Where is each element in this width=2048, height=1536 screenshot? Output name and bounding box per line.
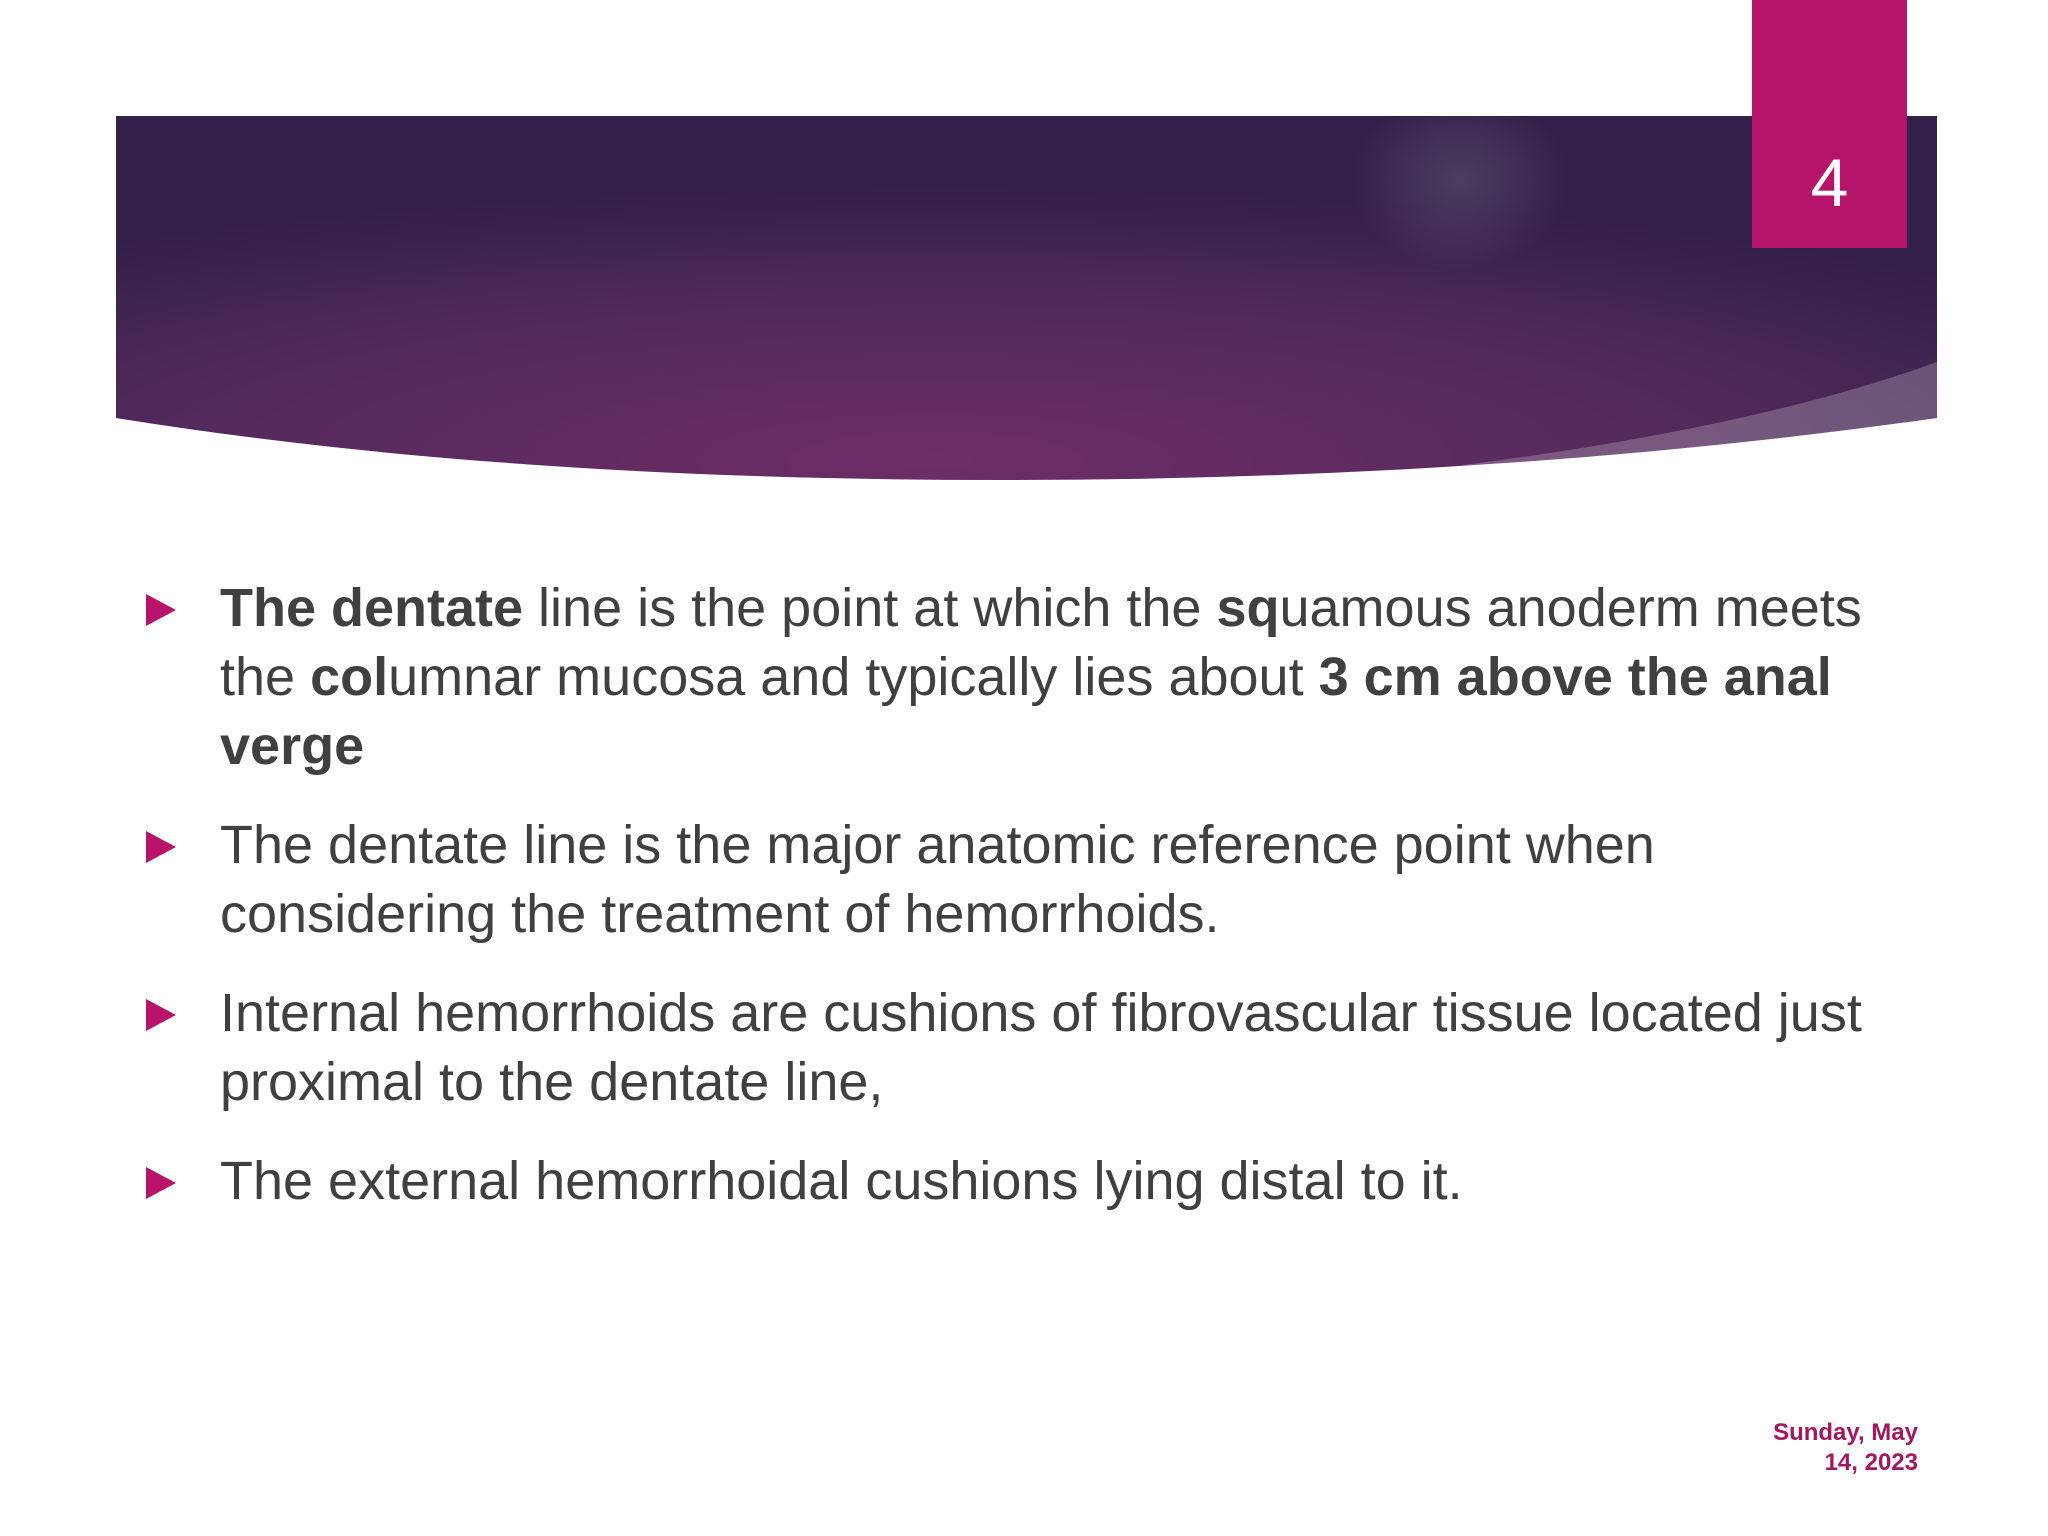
bullet-item (140, 811, 1900, 949)
triangle-right-icon (146, 831, 176, 863)
triangle-right-icon (146, 999, 176, 1031)
bullet-text (220, 815, 1655, 944)
bullet-item (140, 979, 1900, 1117)
text-run: The dentate line is the major anatomic reference point when considering the treatment of hemorrhoids. (220, 815, 1655, 944)
bullet-text (220, 578, 1862, 776)
bold-text: 3 cm above the anal verge (220, 647, 1832, 776)
text-run: line is the point at which the (523, 578, 1217, 638)
bullet-item (140, 574, 1900, 781)
text-run: The external hemorrhoidal cushions lying distal to it. (220, 1151, 1463, 1211)
bullet-text (220, 983, 1862, 1112)
text-run: umnar mucosa and typically lies about (388, 647, 1319, 707)
bullet-text (220, 1151, 1463, 1211)
bold-text: sq (1216, 578, 1280, 638)
banner-highlight (1350, 90, 1570, 270)
bold-text: The dentate (220, 578, 524, 638)
text-run: uamous anoderm meets the (220, 578, 1862, 707)
bold-text: col (310, 647, 389, 707)
bullet-item (140, 1147, 1900, 1216)
triangle-right-icon (146, 1167, 176, 1199)
date-line-1: Sunday, May (1773, 1419, 1918, 1446)
text-run: Internal hemorrhoids are cushions of fibrovascular tissue located just proximal to the dentate line, (220, 983, 1862, 1112)
slide-number (1752, 0, 1907, 248)
triangle-right-icon (146, 594, 176, 626)
bullet-list (140, 574, 1900, 1246)
date-line-2: 14, 2023 (1824, 1449, 1918, 1476)
header-banner (0, 0, 2048, 520)
banner-background (116, 116, 1937, 480)
slide-number-text: 4 (1810, 145, 1849, 221)
slide-date (1773, 1418, 1918, 1478)
